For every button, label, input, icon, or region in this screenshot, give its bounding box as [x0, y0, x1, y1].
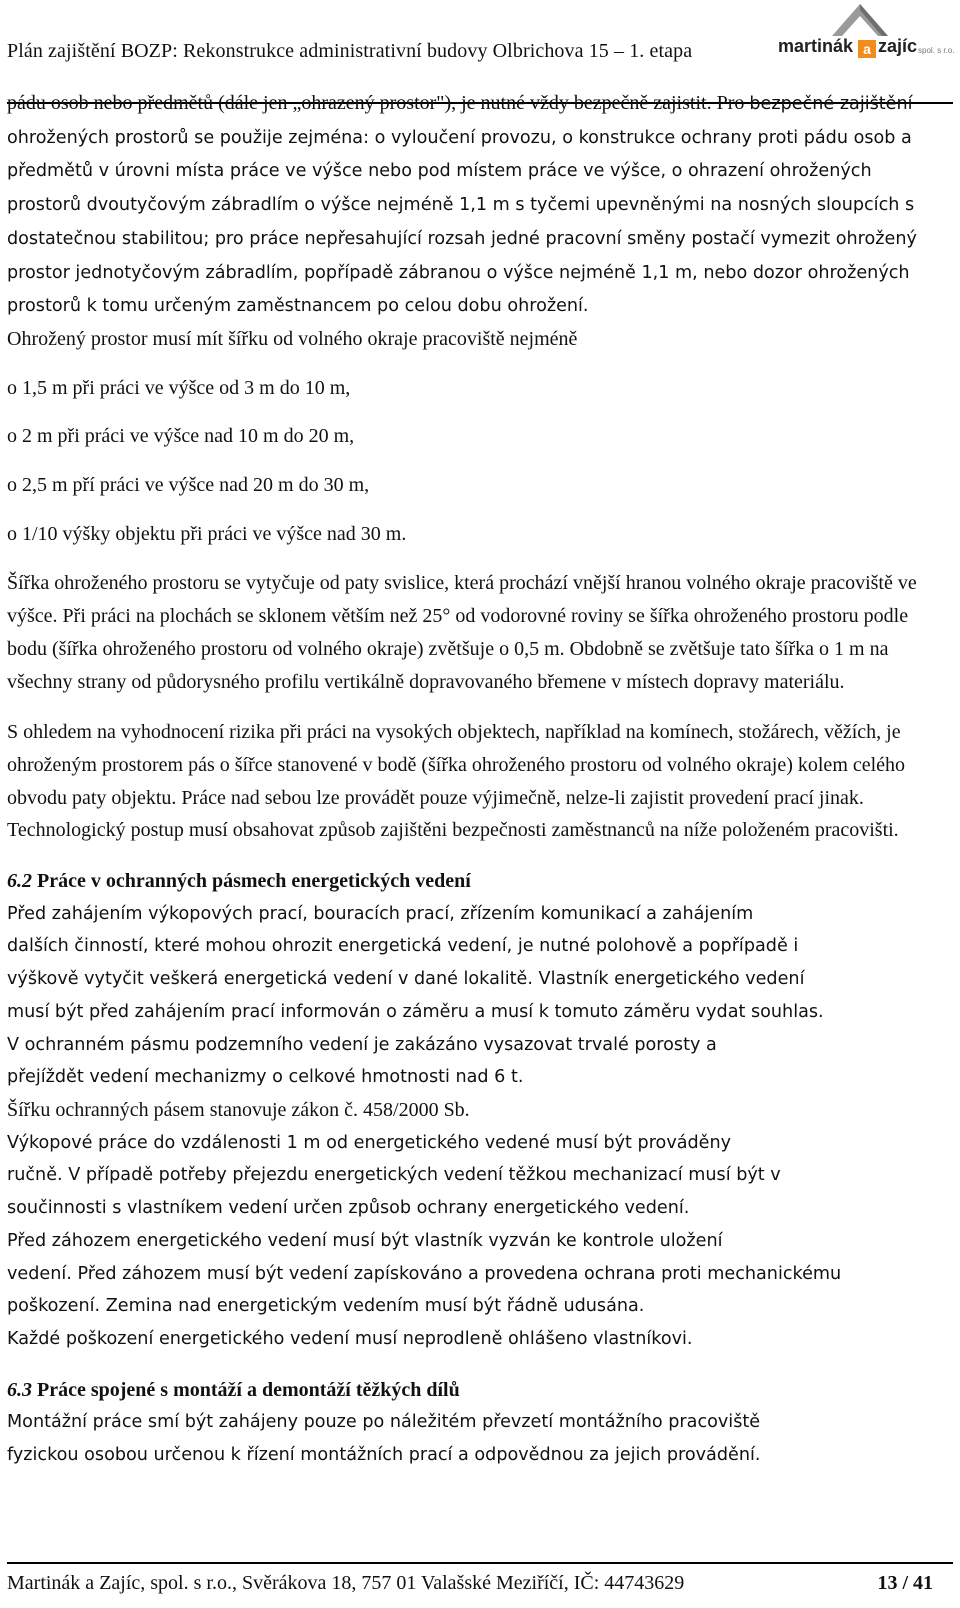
section-title: Práce v ochranných pásmech energetických vedení [37, 870, 471, 893]
logo-text-left: martinák [778, 36, 854, 56]
company-logo [778, 0, 958, 70]
text-line: poškození. Zemina nad energetickým vedením musí být řádně udusána. [7, 1296, 645, 1317]
text-line: Před záhozem energetického vedení musí být vlastník vyzván ke kontrole uložení [7, 1230, 723, 1251]
text-line: Před zahájením výkopových prací, bouracích prací, zřízením komunikací a zahájením [7, 903, 754, 924]
list-item: o 1,5 m při práci ve výšce od 3 m do 10 m, [7, 376, 351, 399]
section-body-6-2-cont [7, 1127, 947, 1356]
document-title: Plán zajištění BOZP: Rekonstrukce administrativní budovy Olbrichova 15 – 1. etapa [7, 40, 693, 62]
section-heading-6-3 [7, 1374, 947, 1407]
text-line: musí být před zahájením prací informován o záměru a musí k tomuto záměru vydat souhlas. [7, 1001, 824, 1022]
text-line: V ochranném pásmu podzemního vedení je zakázáno vysazovat trvalé porosty a [7, 1034, 717, 1055]
logo-suffix: spol. s r.o. [918, 46, 955, 55]
section-heading-6-2 [7, 865, 947, 898]
list-item: o 1/10 výšky objektu při práci ve výšce nad 30 m. [7, 522, 407, 545]
text-line: dalších činností, které mohou ohrozit energetická vedení, je nutné polohově a popřípadě i [7, 936, 799, 957]
logo-text-right: zajíc [878, 36, 918, 56]
text-line: fyzickou osobou určenou k řízení montážních prací a odpovědnou za jejich provádění. [7, 1445, 761, 1466]
text-line: Každé poškození energetického vedení musí neprodleně ohlášeno vlastníkovi. [7, 1328, 693, 1349]
paragraph-intro-sans: bezpečné zajištění ohrožených prostorů se použije zejména: o vyloučení provozu, o konstrukce ochrany proti pádu osob a předmětů v úrovni místa práce ve výšce nebo pod místem práce ve výšce, o ohrazení ohrožených prostorů dvoutyčovým zábradlím o výšce nejméně 1,1 m s tyčemi upevněnými na nosných sloupcích s dostatečnou stabilitou; pro práce nepřesahující rozsah jedné pracovní směny postačí vymezit ohrožený prostor jednotyčovým zábradlím, popřípadě zábranou o výšce nejméně 1,1 m, nebo dozor ohrožených prostorů k tomu určeným zaměstnancem po celou dobu ohrožení. [7, 94, 917, 317]
text-line: součinnosti s vlastníkem vedení určen způsob ochrany energetického vedení. [7, 1198, 690, 1219]
text-line: ručně. V případě potřeby přejezdu energetických vedení těžkou mechanizací musí být v [7, 1165, 781, 1186]
roof-logo-icon [830, 0, 890, 40]
page-footer [7, 1562, 953, 1602]
paragraph-vytycuje: Šířka ohroženého prostoru se vytyčuje od paty svislice, která prochází vnější hranou volného okraje pracoviště ve výšce. Při práci na plochách se sklonem větším než 25° od vodorovné roviny se šířka ohroženého prostoru podle bodu (šířka ohroženého prostoru od volného okraje) zvětšuje o 0,5 m. Obdobně se zvětšuje tato šířka o 1 m na všechny strany od půdorysného profilu vertikálně dopravovaného břemene v místech dopravy materiálu. [7, 572, 917, 693]
list-item: o 2,5 m pří práci ve výšce nad 20 m do 30 m, [7, 474, 370, 497]
section-body-6-2 [7, 898, 947, 1094]
text-line: přejíždět vedení mechanizmy o celkové hmotnosti nad 6 t. [7, 1067, 524, 1088]
paragraph-width: Ohrožený prostor musí mít šířku od volného okraje pracoviště nejméně [7, 327, 578, 350]
page-number: 13 / 41 [877, 1572, 933, 1594]
logo-a-icon [858, 40, 876, 58]
section-number: 6.2 [7, 870, 32, 893]
text-line: výškově vytyčit veškerá energetická vedení v dané lokalitě. Vlastník energetického vedení [7, 969, 805, 990]
text-line: vedení. Před záhozem musí být vedení zapískováno a provedena ochrana proti mechanickému [7, 1263, 842, 1284]
svg-text:a: a [863, 41, 871, 57]
paragraph-intro [7, 87, 947, 323]
footer-rule [7, 1562, 953, 1564]
text-line: Montážní práce smí být zahájeny pouze po náležitém převzetí montážního pracoviště [7, 1412, 761, 1433]
page-header [7, 34, 953, 74]
paragraph-vysoke-objekty: S ohledem na vyhodnocení rizika při práci na vysokých objektech, například na komínech, stožárech, věžích, je ohroženým prostorem pás o šířce stanovené v bodě (šířka ohroženého prostoru od volného okraje) kolem celého obvodu paty objektu. Práce nad sebou lze provádět pouze výjimečně, nelze-li zajistit provedení prací jinak. Technologický postup musí obsahovat způsob zajištěni bezpečnosti zaměstnanců na níže položeném pracovišti. [7, 721, 906, 842]
text-line: Šířku ochranných pásem stanovuje zákon č. 458/2000 Sb. [7, 1098, 470, 1121]
paragraph-intro-serif: pádu osob nebo předmětů (dále jen „ohrazený prostor"), je nutné vždy bezpečně zajistit. Pro [7, 92, 745, 114]
section-number: 6.3 [7, 1378, 32, 1401]
list-item: o 2 m při práci ve výšce nad 10 m do 20 m, [7, 425, 355, 448]
text-line: Výkopové práce do vzdálenosti 1 m od energetického vedené musí být prováděny [7, 1132, 732, 1153]
footer-company: Martinák a Zajíc, spol. s r.o., Svěrákova 18, 757 01 Valašské Meziříčí, IČ: 44743629 [7, 1572, 685, 1594]
document-body [7, 87, 947, 1472]
section-title: Práce spojené s montáží a demontáží těžkých dílů [37, 1378, 460, 1401]
section-body-6-3 [7, 1406, 947, 1471]
